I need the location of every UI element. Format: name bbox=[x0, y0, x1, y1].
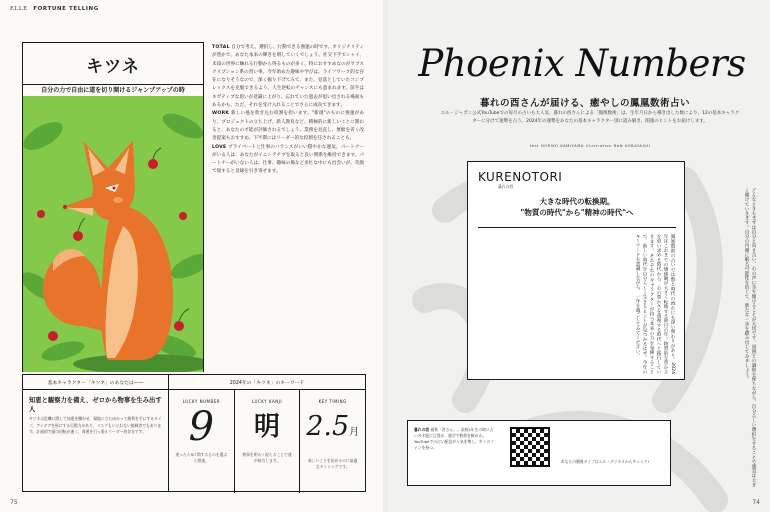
lucky-number-column bbox=[169, 390, 235, 493]
lucky-number-desc: 迷ったら9に関するものを選ぶと開運。 bbox=[175, 452, 228, 463]
basic-character-text: キツネは危機に際して知恵を働かせ、窮地に立ち向かって勝利を手にするタイプ。アイデアを形にする行動力があり、リスクもいとわない挑戦者でもあります。計画的で頭の回転が速く、周囲を引っ張るリーダー的存在です。 bbox=[29, 416, 162, 434]
key-timing-value bbox=[300, 404, 365, 456]
kurenotori-catch bbox=[468, 197, 686, 218]
kurenotori-heading: KURENOTORI bbox=[478, 170, 563, 184]
kurenotori-body: 鳳凰数術の占いでは数と時代の流れにも深い関わりがあり、2024年はこれまでの価値観が大きく転換する節目の年。物質的な豊かさを追い求める時代から、心の豊かさを重視する時代へと移行していきます。それぞれのキャラクターが持つ本来の力を発揮することで、新しい時代を自分らしく生きるヒントが見つかるはず。今年のキーワードを意識しながら、一年を過ごしてみてください。 bbox=[635, 234, 675, 374]
basic-character-panel bbox=[23, 375, 169, 491]
keywords-columns bbox=[169, 390, 365, 493]
author-profile-box bbox=[407, 420, 671, 486]
author-profile bbox=[408, 421, 502, 485]
qr-note: あなたの鳳凰タイプはエル・デジタルからチェック! bbox=[560, 459, 650, 464]
keywords-title: 2024年の「キツネ」のキーワード bbox=[169, 375, 365, 390]
total-paragraph bbox=[212, 44, 364, 110]
lucky-kanji-value: 明 bbox=[254, 412, 281, 442]
work-text: 新しい風を吹き込む役割を担います。"新規"のものに強運があり、プロジェクトの立ち上げ、新人教育など、積極的に新しいことに関わると、あなたの才能が評価されるでしょう。業務を見直し、無駄を省く改善提案もおすすめ。下半期にはリーダー的な役割を任されることも。 bbox=[212, 111, 364, 142]
page-gutter bbox=[383, 0, 389, 512]
lucky-kanji-column bbox=[235, 390, 301, 493]
character-info-box bbox=[22, 374, 366, 492]
key-timing-unit: 月 bbox=[349, 427, 360, 438]
section-divider bbox=[478, 227, 676, 228]
author-name: 暮れの酉 bbox=[414, 427, 430, 432]
side-column-text: どんなときもまずは自分と向き合い、心の声に耳を傾けることが大切です。周囲との調和を保ちながら、自分らしい選択をすることで運気は大きく開けていきます。自分の内側に眠る可能性を信じて、新たな一歩を踏み出してみましょう。 bbox=[744, 188, 756, 487]
kurenotori-catch-line1: 大きな時代の転換期。 bbox=[539, 197, 615, 206]
love-label: LOVE bbox=[212, 144, 227, 150]
basic-character-label: 基本キャラクター「キツネ」のあなたは—— bbox=[23, 375, 168, 390]
character-subtitle: 自分の力で自由に道を切り開けるジャンプアップの時 bbox=[22, 84, 204, 96]
lucky-kanji-desc: 物事を明るく捉えることで運が味方します。 bbox=[242, 452, 292, 463]
right-page-subtitle: 暮れの酉さんが届ける、癒やしの鳳凰数術占い bbox=[479, 98, 690, 109]
section-label: FORTUNE TELLING bbox=[33, 6, 99, 12]
author-bio: 通称「酉さん」。高校2年生の時に占いの才能に目覚め、独学で数術を極める。YouTubeでの占い配信が人気を博し、多くのファンを持つ。 bbox=[414, 427, 494, 450]
kurenotori-catch-line2: "物質の時代"から"精神の時代"へ bbox=[520, 207, 634, 217]
key-timing-column bbox=[300, 390, 365, 493]
qr-code[interactable] bbox=[510, 427, 550, 467]
key-timing-desc: 新しいことを始めるのに最適なタイミングです。 bbox=[308, 458, 358, 469]
keywords-panel bbox=[169, 375, 365, 491]
fox-illustration bbox=[22, 96, 204, 372]
work-paragraph bbox=[212, 110, 364, 143]
total-label: TOTAL bbox=[212, 45, 230, 50]
fox-illustration-art bbox=[23, 96, 204, 372]
love-paragraph bbox=[212, 144, 364, 177]
credits: text NORIKO KAMIYAMA illustration RAN KOBAYASHI bbox=[529, 144, 651, 148]
kurenotori-section bbox=[467, 161, 685, 380]
magazine-code: ELLE bbox=[10, 6, 28, 12]
right-page-intro: エル・ジャポン公式YouTubeでの毎月の占いも大人気、暮れの酉さんによる「鳳凰数術」は、生年月日から導き出した数により、12の基本キャラクターに分けて運勢を占う。2024年の運勢をあなたの基本キャラクター別に読み解き、開運のヒントをお届けします。 bbox=[440, 111, 740, 124]
key-timing-number: 2.5 bbox=[306, 411, 350, 442]
right-page-number: 74 bbox=[752, 499, 760, 506]
total-text: 自分で考え、選択し、行動できる強運の時です。オリジナリティが豊かで、あなた本来の輝きを増していくでしょう。社交下手でシャイ、未知の世界に触れる行動から得るものが多く、特におすすめなのがサブスクリプション系の習い事。今年始めた趣味や学びは、ライフワーク的な存在になりそうなので、深く掘り下げてみて。また、見落としていたコンプレックスを克服できるよう、人生逆転のチャンスにも恵まれます。前半はネガティブな思いが意識に上がり、忘れていた過去が思い出される場面もあるかも。ただ、それを受け入れることでさらに成長できます。 bbox=[212, 45, 364, 109]
page-header bbox=[10, 6, 99, 12]
left-page-number: 75 bbox=[10, 499, 18, 506]
love-text: プライベートと仕事のバランスがいい穏やかな運気。パートナーがいる人は、あなたがイニシアチブを取ると良い関係を維持できます。パートナーがいない人は、仕事、趣味の場など多忙な中にも出会いが。笑顔で接すると良縁を引き寄せます。 bbox=[212, 144, 364, 175]
basic-character-heading: 知恵と観察力を備え、ゼロから物事を生み出す人 bbox=[29, 397, 162, 413]
fortune-body-text bbox=[212, 44, 364, 177]
right-page-title: Phoenix Numbers bbox=[418, 42, 746, 85]
key-timing-label: KEY TIMING bbox=[318, 399, 347, 404]
lucky-number-value: 9 bbox=[188, 404, 215, 450]
character-title: キツネ bbox=[86, 57, 140, 77]
kurenotori-sub: 暮れの酉 bbox=[498, 184, 514, 189]
character-title-box bbox=[22, 42, 204, 86]
lucky-number-label: LUCKY NUMBER bbox=[182, 399, 221, 404]
work-label: WORK bbox=[212, 111, 230, 117]
lucky-kanji-label: LUCKY KANJI bbox=[251, 399, 283, 404]
right-page bbox=[385, 0, 770, 512]
